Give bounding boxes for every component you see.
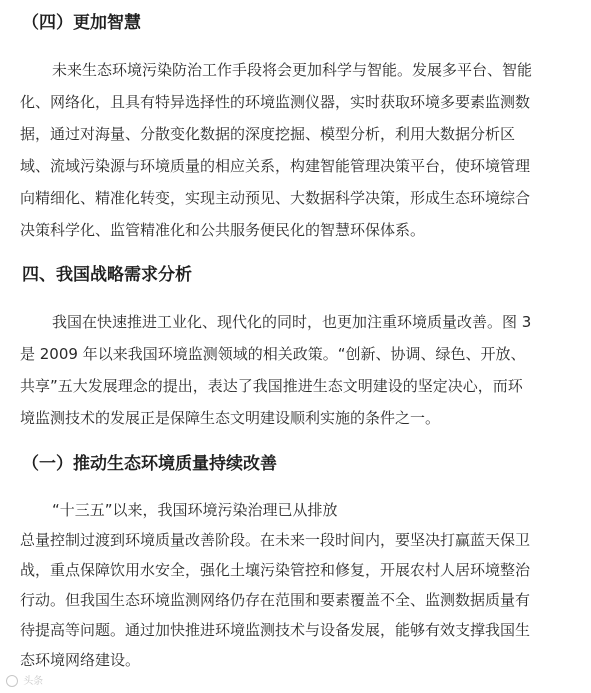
text-line: 行动。但我国生态环境监测网络仍存在范围和要素覆盖不全、监测数据质量有 bbox=[20, 591, 531, 609]
paragraph-strategic-demand bbox=[20, 306, 531, 434]
paragraph-environment-quality bbox=[20, 495, 530, 675]
text-line: 向精细化、精准化转变，实现主动预见、大数据科学决策，形成生态环境综合 bbox=[20, 189, 531, 207]
text-line: 总量控制过渡到环境质量改善阶段。在未来一段时间内，要坚决打赢蓝天保卫 bbox=[20, 531, 531, 549]
text-line: 未来生态环境污染防治工作手段将会更加科学与智能。发展多平台、智能 bbox=[52, 61, 533, 79]
watermark-logo-icon bbox=[6, 675, 18, 687]
text-line: “十三五”以来，我国环境污染治理已从排放 bbox=[52, 501, 338, 519]
text-line: 是 2009 年以来我国环境监测领域的相关政策。“创新、协调、绿色、开放、 bbox=[20, 345, 526, 363]
text-line: 共享”五大发展理念的提出，表达了我国推进生态文明建设的坚定决心，而环 bbox=[20, 377, 523, 395]
section-heading-more-intelligent: （四）更加智慧 bbox=[22, 13, 141, 33]
text-line: 化、网络化，且具有特异选择性的环境监测仪器，实时获取环境多要素监测数 bbox=[20, 93, 531, 111]
paragraph-intelligent bbox=[20, 54, 532, 246]
text-line: 战，重点保障饮用水安全，强化土壤污染管控和修复，开展农村人居环境整治 bbox=[20, 561, 531, 579]
text-line: 据，通过对海量、分散变化数据的深度挖掘、模型分析，利用大数据分析区 bbox=[20, 125, 516, 143]
text-line: 决策科学化、监管精准化和公共服务便民化的智慧环保体系。 bbox=[20, 221, 426, 239]
section-heading-environment-quality: （一）推动生态环境质量持续改善 bbox=[22, 454, 277, 474]
watermark-text: 头条 bbox=[23, 676, 44, 687]
text-line: 我国在快速推进工业化、现代化的同时，也更加注重环境质量改善。图 3 bbox=[52, 313, 532, 331]
section-heading-strategic-demand: 四、我国战略需求分析 bbox=[22, 265, 192, 285]
text-line: 待提高等问题。通过加快推进环境监测技术与设备发展，能够有效支撑我国生 bbox=[20, 621, 531, 639]
text-line: 境监测技术的发展正是保障生态文明建设顺利实施的条件之一。 bbox=[20, 409, 441, 427]
text-line: 域、流域污染源与环境质量的相应关系，构建智能管理决策平台，使环境管理 bbox=[20, 157, 531, 175]
watermark bbox=[6, 672, 43, 687]
text-line: 态环境网络建设。 bbox=[20, 651, 141, 669]
